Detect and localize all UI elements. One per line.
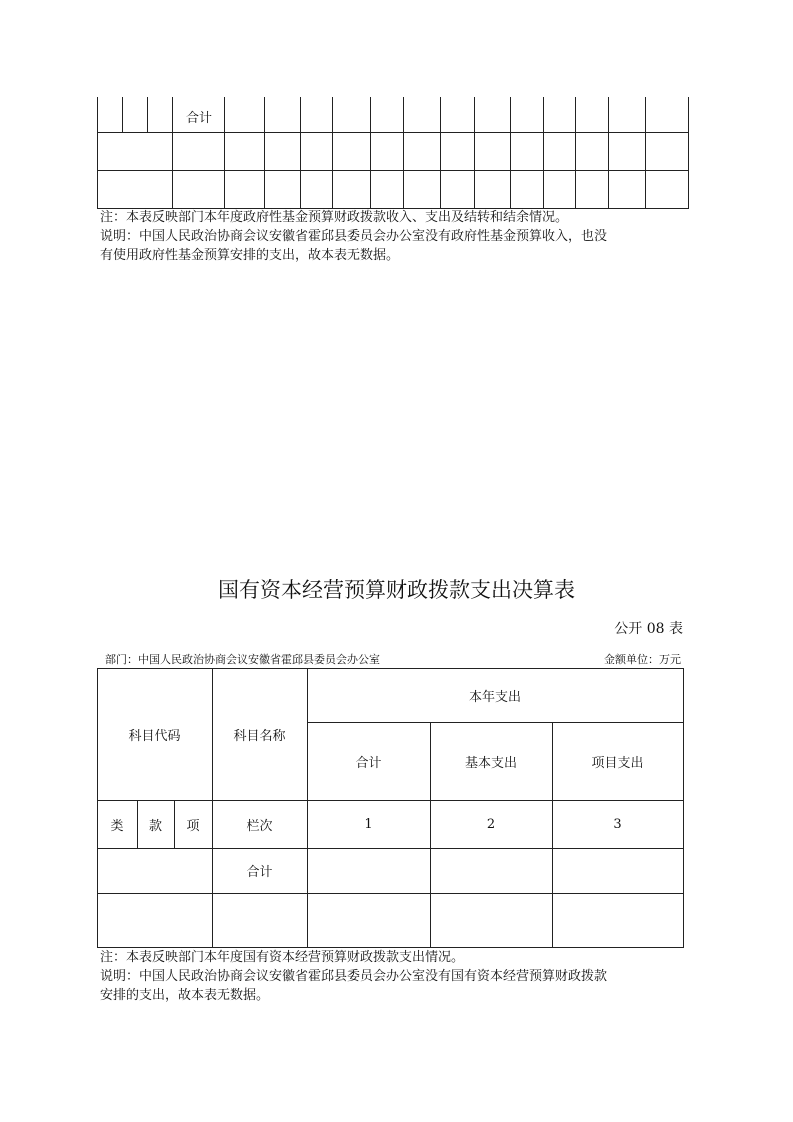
table-rule <box>97 848 684 849</box>
total-row-label: 合计 <box>246 865 273 880</box>
sub-lei: 类 <box>110 818 124 834</box>
table-rule <box>172 97 173 209</box>
table-rule <box>97 170 689 171</box>
col-num-1: 1 <box>364 816 373 832</box>
table-rule <box>147 97 148 132</box>
form-number: 公开 08 表 <box>614 621 683 637</box>
table-rule <box>683 668 684 948</box>
table-rule <box>332 97 333 209</box>
table-rule <box>370 97 371 209</box>
department-label: 部门：中国人民政治协商会议安徽省霍邱县委员会办公室 <box>105 653 380 666</box>
header-total: 合计 <box>355 755 382 771</box>
col-num-3: 3 <box>613 816 622 832</box>
top-desc-line2: 有使用政府性基金预算安排的支出，故本表无数据。 <box>100 248 400 263</box>
table-rule <box>122 97 123 132</box>
table-rule <box>510 97 511 209</box>
header-project: 项目支出 <box>591 755 644 771</box>
top-desc-line1: 说明：中国人民政治协商会议安徽省霍邱县委员会办公室没有政府性基金预算收入，也没 <box>100 229 608 244</box>
table-rule <box>403 97 404 209</box>
header-subject-name: 科目名称 <box>233 728 286 744</box>
sub-lanci: 栏次 <box>246 818 273 834</box>
table-rule <box>688 97 689 209</box>
table-rule <box>440 97 441 209</box>
table-rule <box>575 97 576 209</box>
header-basic: 基本支出 <box>464 755 517 771</box>
table-rule <box>300 97 301 209</box>
top-note: 注：本表反映部门本年度政府性基金预算财政拨款收入、支出及结转和结余情况。 <box>100 210 569 225</box>
table-rule <box>97 893 684 894</box>
table-rule <box>543 97 544 209</box>
table-rule <box>474 97 475 209</box>
bottom-desc-line2: 安排的支出，故本表无数据。 <box>100 988 270 1003</box>
top-total-label: 合计 <box>186 111 213 126</box>
table-rule <box>224 97 225 209</box>
unit-label: 金额单位：万元 <box>604 653 681 666</box>
table-rule <box>645 97 646 209</box>
table-rule <box>608 97 609 209</box>
table-title: 国有资本经营预算财政拨款支出决算表 <box>218 578 575 602</box>
bottom-desc-line1: 说明：中国人民政治协商会议安徽省霍邱县委员会办公室没有国有资本经营预算财政拨款 <box>100 969 608 984</box>
sub-kuan: 款 <box>148 818 162 834</box>
table-rule <box>264 97 265 209</box>
col-num-2: 2 <box>486 816 496 832</box>
header-subject-code: 科目代码 <box>128 728 181 744</box>
sub-xiang: 项 <box>186 818 200 834</box>
bottom-note: 注：本表反映部门本年度国有资本经营预算财政拨款支出情况。 <box>100 950 465 965</box>
header-year-expenditure: 本年支出 <box>468 689 521 705</box>
table-rule <box>97 97 98 209</box>
table-rule <box>97 132 689 133</box>
